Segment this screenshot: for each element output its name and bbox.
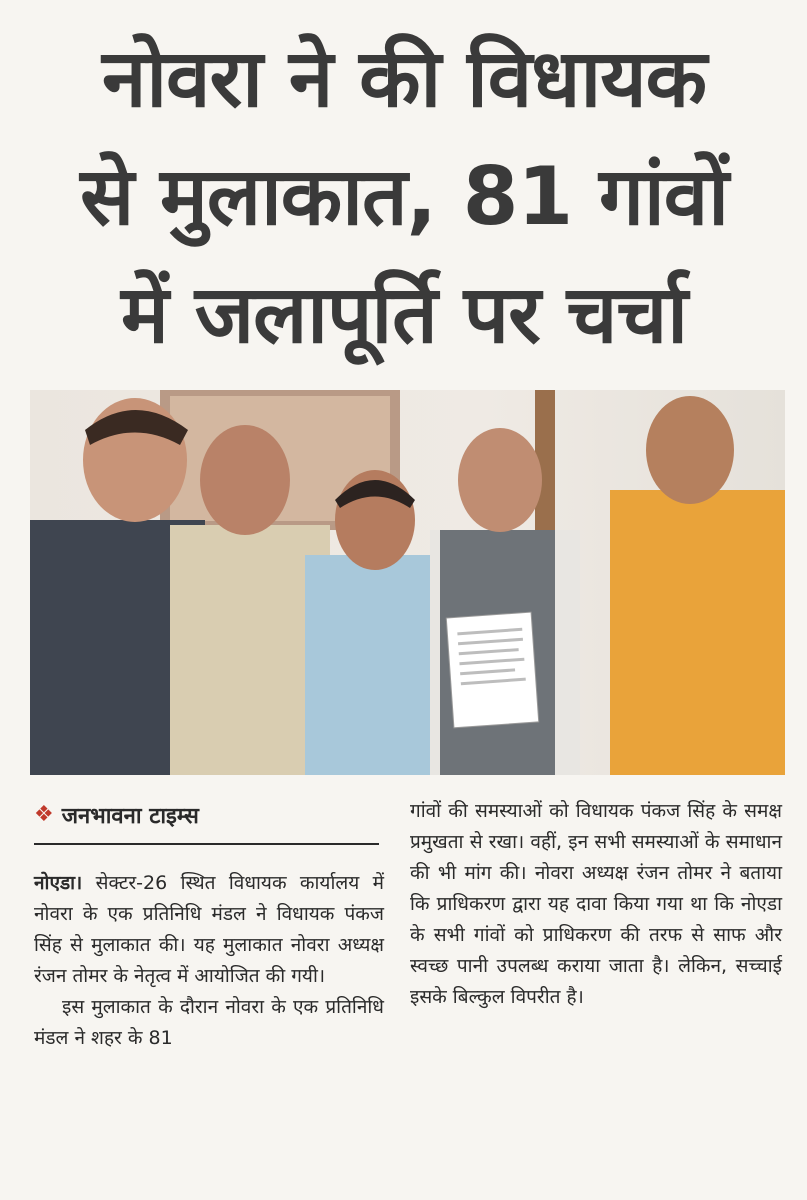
news-photo — [30, 390, 785, 775]
photo-illustration — [30, 390, 785, 775]
headline-line-3: में जलापूर्ति पर चर्चा — [121, 268, 687, 361]
byline-text: जनभावना टाइम्स — [61, 804, 199, 829]
byline — [34, 800, 384, 830]
headline — [14, 20, 794, 374]
article-column-left — [34, 868, 384, 1054]
headline-line-1: नोवरा ने की विधायक — [101, 32, 707, 125]
headline-line-2: से मुलाकात, 81 गांवों — [80, 150, 728, 243]
dateline: नोएडा। — [34, 872, 83, 894]
paragraph-3: गांवों की समस्याओं को विधायक पंकज सिंह के समक्ष प्रमुखता से रखा। वहीं, इन सभी समस्याओं के समाधान की भी मांग की। नोवरा अध्यक्ष रंजन तोमर ने बताया कि प्राधिकरण द्वारा यह दावा किया गया था कि नोएडा के सभी गांवों को प्राधिकरण की तरफ से साफ और स्वच्छ पानी उपलब्ध कराया जाता है। लेकिन, सच्चाई इसके बिल्कुल विपरीत है। — [410, 800, 782, 1008]
memorandum-paper — [446, 612, 538, 728]
paragraph-1: सेक्टर-26 स्थित विधायक कार्यालय में नोवरा के एक प्रतिनिधि मंडल ने विधायक पंकज सिंह से मुलाकात की। यह मुलाकात नोवरा अध्यक्ष रंजन तोमर के नेतृत्व में आयोजित की गयी। — [34, 872, 384, 987]
diamond-bullet-icon: ❖ — [34, 802, 54, 827]
paragraph-2: इस मुलाकात के दौरान नोवरा के एक प्रतिनिधि मंडल ने शहर के 81 — [34, 996, 384, 1049]
article-column-right — [410, 796, 782, 1013]
person-5 — [610, 490, 785, 775]
person-3 — [305, 555, 435, 775]
byline-divider — [34, 843, 379, 845]
